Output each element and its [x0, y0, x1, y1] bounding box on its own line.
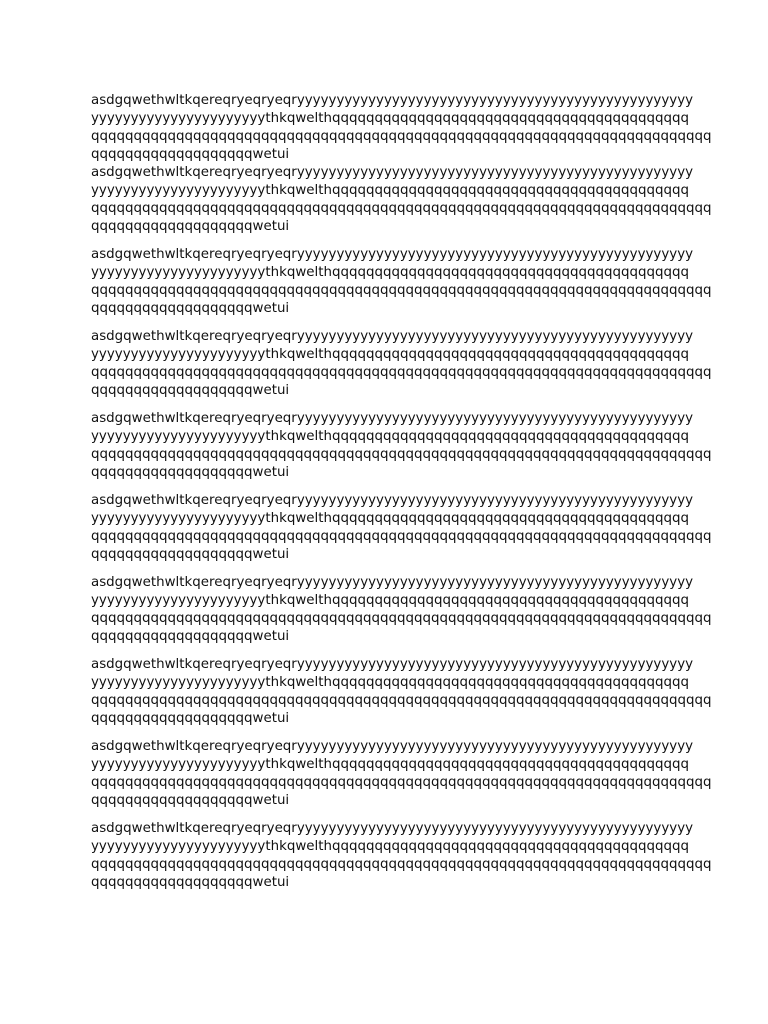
text-line: qqqqqqqqqqqqqqqqqqqwetui [91, 711, 290, 726]
text-line: qqqqqqqqqqqqqqqqqqqqqqqqqqqqqqqqqqqqqqqqqqqqqqqqqqqqqqqqqqqqqqqqqqqqqqqqq [91, 693, 712, 708]
text-line: yyyyyyyyyyyyyyyyyyyyyythkqwelthqqqqqqqqqqqqqqqqqqqqqqqqqqqqqqqqqqqqqqqqqq [91, 593, 689, 608]
text-line: yyyyyyyyyyyyyyyyyyyyyythkqwelthqqqqqqqqqqqqqqqqqqqqqqqqqqqqqqqqqqqqqqqqqq [91, 839, 689, 854]
text-line: qqqqqqqqqqqqqqqqqqqqqqqqqqqqqqqqqqqqqqqqqqqqqqqqqqqqqqqqqqqqqqqqqqqqqqqqq [91, 529, 712, 544]
paragraph [91, 164, 712, 236]
text-line: qqqqqqqqqqqqqqqqqqqwetui [91, 219, 290, 234]
text-line: asdgqwethwltkqereqryeqryeqryyyyyyyyyyyyyyyyyyyyyyyyyyyyyyyyyyyyyyyyyyyyyyyyyy [91, 821, 694, 836]
paragraph [91, 328, 712, 400]
paragraph [91, 738, 712, 810]
paragraph [91, 820, 712, 892]
text-line: asdgqwethwltkqereqryeqryeqryyyyyyyyyyyyyyyyyyyyyyyyyyyyyyyyyyyyyyyyyyyyyyyyyy [91, 739, 694, 754]
text-line: yyyyyyyyyyyyyyyyyyyyyythkqwelthqqqqqqqqqqqqqqqqqqqqqqqqqqqqqqqqqqqqqqqqqq [91, 111, 689, 126]
text-line: qqqqqqqqqqqqqqqqqqqwetui [91, 793, 290, 808]
text-line: asdgqwethwltkqereqryeqryeqryyyyyyyyyyyyyyyyyyyyyyyyyyyyyyyyyyyyyyyyyyyyyyyyyy [91, 247, 694, 262]
paragraph [91, 246, 712, 318]
text-line: qqqqqqqqqqqqqqqqqqqqqqqqqqqqqqqqqqqqqqqqqqqqqqqqqqqqqqqqqqqqqqqqqqqqqqqqq [91, 775, 712, 790]
text-line: qqqqqqqqqqqqqqqqqqqqqqqqqqqqqqqqqqqqqqqqqqqqqqqqqqqqqqqqqqqqqqqqqqqqqqqqq [91, 857, 712, 872]
text-line: qqqqqqqqqqqqqqqqqqqqqqqqqqqqqqqqqqqqqqqqqqqqqqqqqqqqqqqqqqqqqqqqqqqqqqqqq [91, 611, 712, 626]
text-line: asdgqwethwltkqereqryeqryeqryyyyyyyyyyyyyyyyyyyyyyyyyyyyyyyyyyyyyyyyyyyyyyyyyy [91, 493, 694, 508]
paragraph [91, 574, 712, 646]
text-line: asdgqwethwltkqereqryeqryeqryyyyyyyyyyyyyyyyyyyyyyyyyyyyyyyyyyyyyyyyyyyyyyyyyy [91, 165, 694, 180]
text-line: yyyyyyyyyyyyyyyyyyyyyythkqwelthqqqqqqqqqqqqqqqqqqqqqqqqqqqqqqqqqqqqqqqqqq [91, 183, 689, 198]
paragraph [91, 92, 712, 164]
text-line: yyyyyyyyyyyyyyyyyyyyyythkqwelthqqqqqqqqqqqqqqqqqqqqqqqqqqqqqqqqqqqqqqqqqq [91, 265, 689, 280]
text-line: yyyyyyyyyyyyyyyyyyyyyythkqwelthqqqqqqqqqqqqqqqqqqqqqqqqqqqqqqqqqqqqqqqqqq [91, 757, 689, 772]
text-line: qqqqqqqqqqqqqqqqqqqqqqqqqqqqqqqqqqqqqqqqqqqqqqqqqqqqqqqqqqqqqqqqqqqqqqqqq [91, 201, 712, 216]
text-line: qqqqqqqqqqqqqqqqqqqqqqqqqqqqqqqqqqqqqqqqqqqqqqqqqqqqqqqqqqqqqqqqqqqqqqqqq [91, 365, 712, 380]
text-line: asdgqwethwltkqereqryeqryeqryyyyyyyyyyyyyyyyyyyyyyyyyyyyyyyyyyyyyyyyyyyyyyyyyy [91, 657, 694, 672]
text-line: asdgqwethwltkqereqryeqryeqryyyyyyyyyyyyyyyyyyyyyyyyyyyyyyyyyyyyyyyyyyyyyyyyyy [91, 575, 694, 590]
text-line: qqqqqqqqqqqqqqqqqqqqqqqqqqqqqqqqqqqqqqqqqqqqqqqqqqqqqqqqqqqqqqqqqqqqqqqqq [91, 447, 712, 462]
text-line: qqqqqqqqqqqqqqqqqqqqqqqqqqqqqqqqqqqqqqqqqqqqqqqqqqqqqqqqqqqqqqqqqqqqqqqqq [91, 129, 712, 144]
text-line: asdgqwethwltkqereqryeqryeqryyyyyyyyyyyyyyyyyyyyyyyyyyyyyyyyyyyyyyyyyyyyyyyyyy [91, 93, 694, 108]
paragraph [91, 656, 712, 728]
text-line: yyyyyyyyyyyyyyyyyyyyyythkqwelthqqqqqqqqqqqqqqqqqqqqqqqqqqqqqqqqqqqqqqqqqq [91, 675, 689, 690]
text-line: qqqqqqqqqqqqqqqqqqqwetui [91, 875, 290, 890]
text-line: qqqqqqqqqqqqqqqqqqqwetui [91, 547, 290, 562]
text-line: qqqqqqqqqqqqqqqqqqqqqqqqqqqqqqqqqqqqqqqqqqqqqqqqqqqqqqqqqqqqqqqqqqqqqqqqq [91, 283, 712, 298]
text-line: yyyyyyyyyyyyyyyyyyyyyythkqwelthqqqqqqqqqqqqqqqqqqqqqqqqqqqqqqqqqqqqqqqqqq [91, 347, 689, 362]
text-line: yyyyyyyyyyyyyyyyyyyyyythkqwelthqqqqqqqqqqqqqqqqqqqqqqqqqqqqqqqqqqqqqqqqqq [91, 511, 689, 526]
text-line: qqqqqqqqqqqqqqqqqqqwetui [91, 301, 290, 316]
text-line: qqqqqqqqqqqqqqqqqqqwetui [91, 629, 290, 644]
text-line: qqqqqqqqqqqqqqqqqqqwetui [91, 465, 290, 480]
paragraph [91, 492, 712, 564]
document-body [91, 92, 712, 892]
text-line: qqqqqqqqqqqqqqqqqqqwetui [91, 147, 290, 162]
text-line: asdgqwethwltkqereqryeqryeqryyyyyyyyyyyyyyyyyyyyyyyyyyyyyyyyyyyyyyyyyyyyyyyyyy [91, 329, 694, 344]
text-line: qqqqqqqqqqqqqqqqqqqwetui [91, 383, 290, 398]
paragraph [91, 410, 712, 482]
text-line: yyyyyyyyyyyyyyyyyyyyyythkqwelthqqqqqqqqqqqqqqqqqqqqqqqqqqqqqqqqqqqqqqqqqq [91, 429, 689, 444]
text-line: asdgqwethwltkqereqryeqryeqryyyyyyyyyyyyyyyyyyyyyyyyyyyyyyyyyyyyyyyyyyyyyyyyyy [91, 411, 694, 426]
